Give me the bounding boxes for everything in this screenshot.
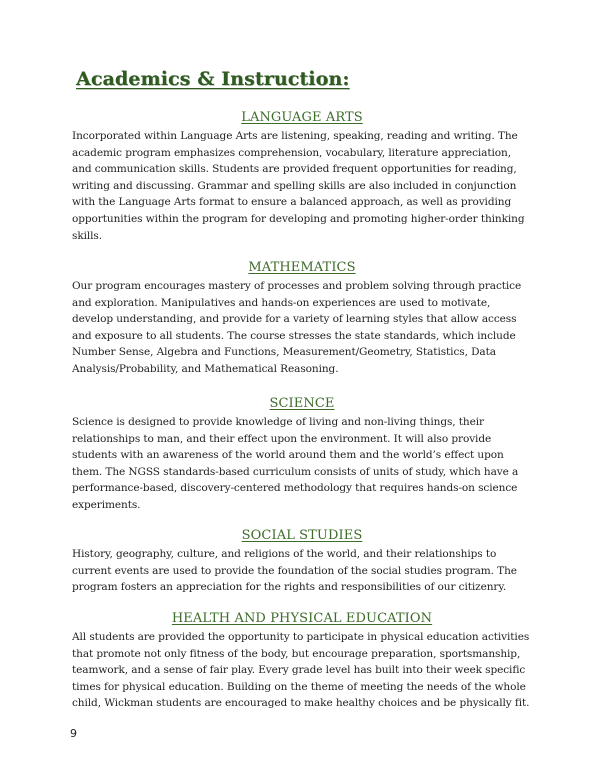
section-social-studies: [72, 528, 532, 596]
section-body-mathematics: Our program encourages mastery of processes and problem solving through practice and exploration. Manipulatives and hands-on experiences are used to motivate, develop understanding, and provide for a variety of learning styles that allow access and exposure to all students. The course stresses the state standards, which include Number Sense, Algebra and Functions, Measurement/Geometry, Statistics, Data Analysis/Probability, and Mathematical Reasoning.: [72, 280, 522, 375]
section-body-language-arts: Incorporated within Language Arts are listening, speaking, reading and writing. The academic program emphasizes comprehension, vocabulary, literature appreciation, and communication skills. Students are provided frequent opportunities for reading, writing and discussing. Grammar and spelling skills are also included in conjunction with the Language Arts format to ensure a balanced approach, as well as providing opportunities within the program for developing and promoting higher-order thinking skills.: [72, 130, 525, 242]
section-language-arts: [72, 110, 532, 244]
page-number: 9: [70, 727, 77, 740]
section-title-health-pe: HEALTH AND PHYSICAL EDUCATION: [171, 611, 433, 626]
section-title-science: SCIENCE: [269, 396, 335, 411]
section-body-social-studies: History, geography, culture, and religions of the world, and their relationships to current events are used to provide the foundation of the social studies program. The program fosters an appreciation for the rights and responsibilities of our citizenry.: [72, 548, 517, 594]
section-body-health-pe: All students are provided the opportunity to participate in physical education activities that promote not only fitness of the body, but encourage preparation, sportsmanship, teamwork, and a sense of fair play. Every grade level has built into their week specific times for physical education. Building on the theme of meeting the needs of the whole child, Wickman students are encouraged to make healthy choices and be physically fit.: [72, 631, 530, 710]
section-title-social-studies: SOCIAL STUDIES: [241, 528, 363, 543]
section-title-language-arts: LANGUAGE ARTS: [241, 110, 363, 125]
section-science: [72, 396, 532, 514]
section-title-mathematics: MATHEMATICS: [248, 260, 356, 275]
page-heading: Academics & Instruction:: [76, 68, 350, 90]
section-mathematics: [72, 260, 532, 378]
section-health-pe: [72, 611, 532, 712]
section-body-science: Science is designed to provide knowledge of living and non-living things, their relationships to man, and their effect upon the environment. It will also provide students with an awareness of the world around them and the world’s effect upon them. The NGSS standards-based curriculum consists of units of study, which have a performance-based, discovery-centered methodology that requires hands-on science experiments.: [72, 416, 519, 511]
